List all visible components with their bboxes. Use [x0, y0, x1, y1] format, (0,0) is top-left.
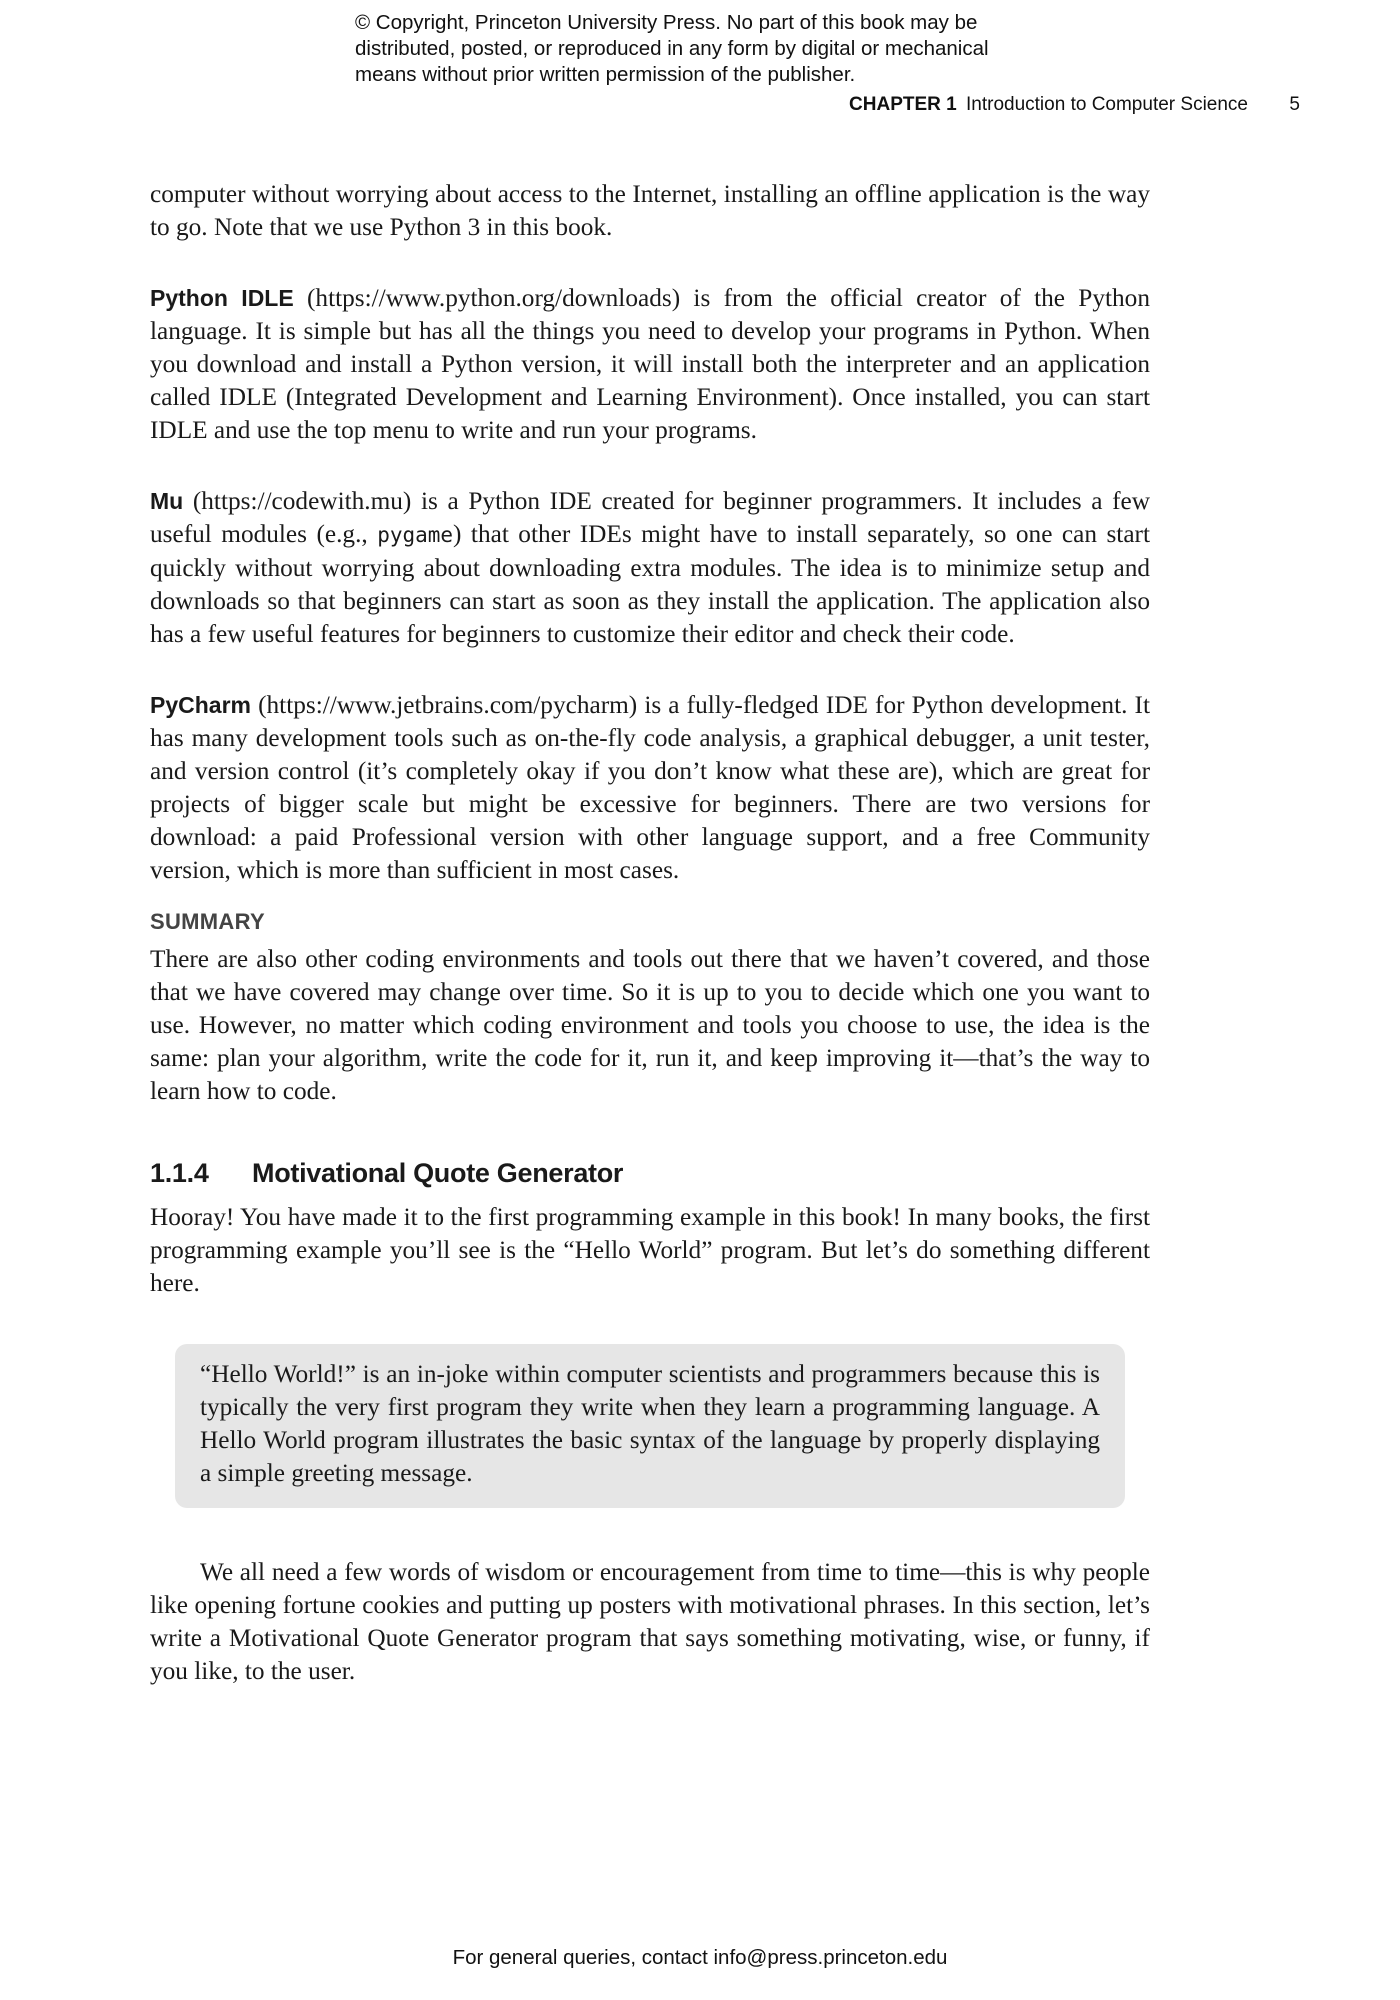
copyright-line: means without prior written permission of the publisher. [355, 63, 856, 86]
page-number: 5 [1289, 94, 1300, 115]
page-body [150, 178, 1150, 1688]
mu-paragraph [150, 485, 1150, 651]
intro-paragraph: computer without worrying about access to the Internet, installing an offline application is the way to go. Note that we use Python 3 in this book. [150, 180, 1150, 241]
mu-text-after: ) that other IDEs might have to install separately, so one can start quickly without worrying about downloading extra modules. The idea is to minimize setup and downloads so that beginners can start as soon as they install the application. The application also has a few useful features for beginners to customize their editor and check their code. [150, 520, 1150, 648]
chapter-name: Introduction to Computer Science [966, 94, 1248, 115]
python-idle-paragraph [150, 282, 1150, 447]
closing-paragraph: We all need a few words of wisdom or encouragement from time to time—this is why people like opening fortune cookies and putting up posters with motivational phrases. In this section, let’s write a Motivational Quote Generator program that says something motivating, wise, or funny, if you like, to the user. [150, 1558, 1150, 1685]
chapter-label: CHAPTER 1 [849, 94, 957, 115]
pygame-code: pygame [377, 523, 454, 547]
python-idle-term: Python IDLE [150, 285, 294, 311]
callout-text: “Hello World!” is an in-joke within computer scientists and programmers because this is typically the very first program they write when they learn a programming language. A Hello World program illustrates the basic syntax of the language by properly displaying a simple greeting message. [200, 1360, 1100, 1487]
mu-text-before: (https://codewith.mu) is a Python IDE created for beginner programmers. It includes a few useful modules (e.g., [150, 487, 1150, 548]
python-idle-text: (https://www.python.org/downloads) is from the official creator of the Python language. It is simple but has all the things you need to develop your programs in Python. When you download and install a Python version, it will install both the interpreter and an application called IDLE (Integrated Development and Learning Environment). Once installed, you can start IDLE and use the top menu to write and run your programs. [150, 284, 1150, 444]
section-number: 1.1.4 [150, 1158, 209, 1188]
hello-world-callout [175, 1344, 1125, 1508]
summary-heading: SUMMARY [150, 909, 265, 934]
section-title: Motivational Quote Generator [252, 1158, 624, 1188]
copyright-line: © Copyright, Princeton University Press. No part of this book may be [355, 11, 978, 34]
chapter-title [849, 94, 1248, 116]
copyright-line: distributed, posted, or reproduced in any form by digital or mechanical [355, 37, 989, 60]
pycharm-text: (https://www.jetbrains.com/pycharm) is a fully-fledged IDE for Python development. It has many development tools such as on-the-fly code analysis, a graphical debugger, a unit tester, and version control (it’s completely okay if you don’t know what these are), which are great for projects of bigger scale but might be excessive for beginners. There are two versions for download: a paid Professional version with other language support, and a free Community version, which is more than sufficient in most cases. [150, 691, 1150, 884]
footer-contact: For general queries, contact info@press.princeton.edu [452, 1946, 948, 1969]
section-heading [150, 1158, 1150, 1189]
section-intro-paragraph: Hooray! You have made it to the first programming example in this book! In many books, the first programming example you’ll see is the “Hello World” program. But let’s do something different here. [150, 1203, 1150, 1297]
mu-term: Mu [150, 488, 184, 514]
summary-paragraph: There are also other coding environments and tools out there that we haven’t covered, and those that we have covered may change over time. So it is up to you to decide which one you want to use. However, no matter which coding environment and tools you choose to use, the idea is the same: plan your algorithm, write the code for it, run it, and keep improving it—that’s the way to learn how to code. [150, 945, 1150, 1105]
pycharm-term: PyCharm [150, 692, 251, 718]
copyright-notice [355, 10, 1075, 88]
pycharm-paragraph [150, 689, 1150, 887]
